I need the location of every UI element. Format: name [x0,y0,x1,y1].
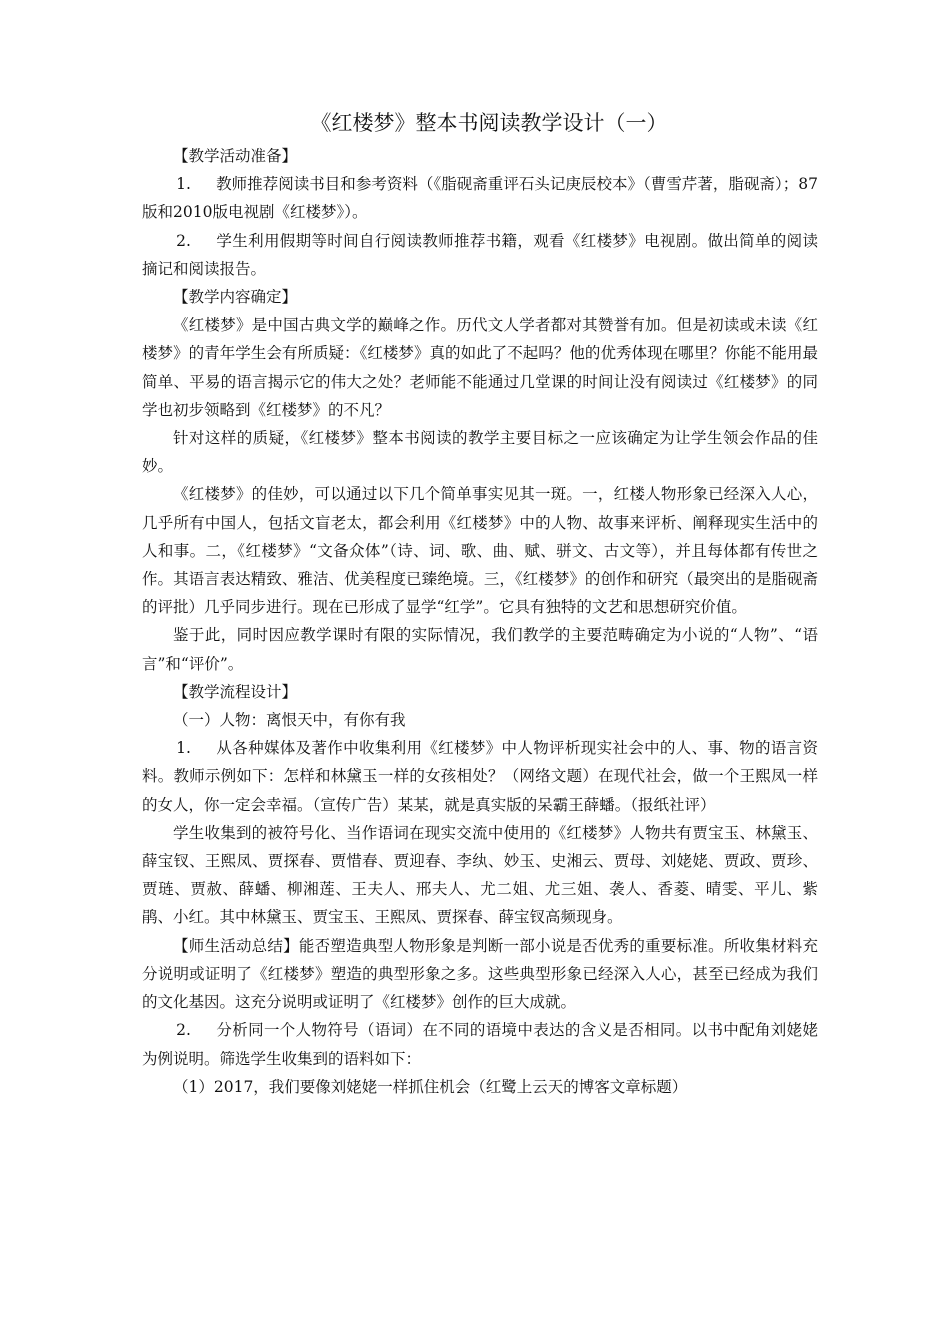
numbered-paragraph [142,227,818,283]
item-number: 1. [176,175,191,194]
body-paragraph: 《红楼梦》是中国古典文学的巅峰之作。历代文人学者都对其赞誉有加。但是初读或未读《红楼梦》的青年学生会有所质疑：《红楼梦》真的如此了不起吗？他的优秀体现在哪里？你能不能用最简单、平易的语言揭示它的伟大之处？老师能不能通过几堂课的时间让没有阅读过《红楼梦》的同学也初步领略到《红楼梦》的不凡？ [142,316,818,419]
item-number: 1. [176,739,191,758]
item-text: 教师推荐阅读书目和参考资料（《脂砚斋重评石头记庚辰校本》（曹雪芹著，脂砚斋）；87版和2010版电视剧《红楼梦》）。 [142,175,818,222]
body-paragraph: 鉴于此，同时因应教学课时有限的实际情况，我们教学的主要范畴确定为小说的“人物”、“语言”和“评价”。 [142,626,818,673]
item-number: 2. [176,231,191,250]
item-text: 分析同一个人物符号（语词）在不同的语境中表达的含义是否相同。以书中配角刘姥姥为例说明。筛选学生收集到的语料如下： [142,1021,818,1068]
body-paragraph: 针对这样的质疑，《红楼梦》整本书阅读的教学主要目标之一应该确定为让学生领会作品的佳妙。 [142,429,818,476]
document-body [142,106,818,1101]
section-heading-process: 【教学流程设计】 [173,682,298,701]
document-title: 《红楼梦》整本书阅读教学设计（一） [310,111,668,135]
item-number: 2. [176,1021,191,1040]
numbered-paragraph [142,1016,818,1072]
item-text: 从各种媒体及著作中收集利用《红楼梦》中人物评析现实社会中的人、事、物的语言资料。教师示例如下：怎样和林黛玉一样的女孩相处？（网络文题）在现代社会，做一个王熙凤一样的女人，你一定会幸福。（宣传广告）某某，就是真实版的呆霸王薛蟠。（报纸社评） [142,739,818,814]
item-text: 学生利用假期等时间自行阅读教师推荐书籍，观看《红楼梦》电视剧。做出简单的阅读摘记和阅读报告。 [142,231,818,278]
section-heading-preparation: 【教学活动准备】 [173,147,298,165]
numbered-paragraph [142,734,818,819]
summary-paragraph [142,932,818,1017]
summary-text: 能否塑造典型人物形象是判断一部小说是否优秀的重要标准。所收集材料充分说明或证明了《红楼梦》塑造的典型形象之多。这些典型形象已经深入人心，甚至已经成为我们的文化基因。这充分说明或证明了《红楼梦》创作的巨大成就。 [142,936,818,1012]
sub-heading: （一）人物：离恨天中，有你有我 [173,711,406,730]
example-line: （1）2017，我们要像刘姥姥一样抓住机会（红鹭上云天的博客文章标题） [173,1077,688,1096]
body-paragraph: 《红楼梦》的佳妙，可以通过以下几个简单事实见其一斑。一，红楼人物形象已经深入人心，几乎所有中国人，包括文盲老太，都会利用《红楼梦》中的人物、故事来评析、阐释现实生活中的人和事。二，《红楼梦》“文备众体”（诗、词、歌、曲、赋、骈文、古文等），并且每体都有传世之作。其语言表达精致、雅洁、优美程度已臻绝境。三，《红楼梦》的创作和研究（最突出的是脂砚斋的评批）几乎同步进行。现在已形成了显学“红学”。它具有独特的文艺和思想研究价值。 [142,485,818,617]
body-paragraph: 学生收集到的被符号化、当作语词在现实交流中使用的《红楼梦》人物共有贾宝玉、林黛玉、薛宝钗、王熙凤、贾探春、贾惜春、贾迎春、李纨、妙玉、史湘云、贾母、刘姥姥、贾政、贾珍、贾琏、贾赦、薛蟠、柳湘莲、王夫人、邢夫人、尤二姐、尤三姐、袭人、香菱、晴雯、平儿、紫鹃、小红。其中林黛玉、贾宝玉、王熙凤、贾探春、薛宝钗高频现身。 [142,823,818,927]
summary-label: 【师生活动总结】 [173,936,299,955]
numbered-paragraph [142,170,818,226]
section-heading-content: 【教学内容确定】 [173,288,298,307]
